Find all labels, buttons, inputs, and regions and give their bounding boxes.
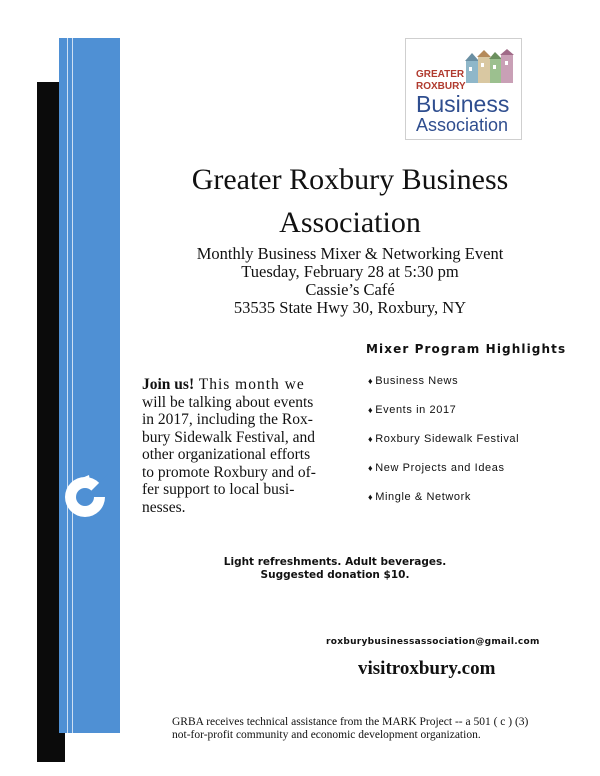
logo-text-greater: GREATER	[416, 69, 465, 80]
join-line: in 2017, including the Rox-	[142, 411, 313, 428]
logo-text-association: Association	[416, 115, 509, 135]
website-link[interactable]: visitroxbury.com	[358, 658, 496, 679]
event-venue: Cassie’s Café	[305, 280, 395, 299]
event-details	[150, 245, 550, 317]
diamond-bullet-icon: ♦	[368, 376, 374, 386]
join-us-paragraph	[142, 376, 342, 516]
event-datetime: Tuesday, February 28 at 5:30 pm	[241, 262, 459, 281]
join-line: nesses.	[142, 498, 186, 516]
diamond-bullet-icon: ♦	[368, 434, 374, 444]
title-line-1: Greater Roxbury Business	[191, 163, 509, 196]
join-line: other organizational efforts	[142, 446, 311, 463]
refreshments-line-1: Light refreshments. Adult beverages.	[223, 556, 447, 568]
diamond-bullet-icon: ♦	[368, 405, 374, 415]
diamond-bullet-icon: ♦	[368, 492, 374, 502]
diamond-bullet-icon: ♦	[368, 463, 374, 473]
logo-text-business: Business	[416, 91, 510, 117]
join-line: will be talking about events	[142, 393, 314, 411]
join-us-lead: Join us!	[142, 376, 195, 393]
logo-text-roxbury: ROXBURY	[416, 81, 466, 92]
highlights-heading: Mixer Program Highlights	[366, 342, 567, 356]
page-title	[160, 158, 540, 244]
event-address: 53535 State Hwy 30, Roxbury, NY	[233, 298, 467, 317]
refreshments-line-2: Suggested donation $10.	[260, 569, 410, 581]
highlight-item: ♦ Roxbury Sidewalk Festival	[368, 433, 520, 445]
contact-email[interactable]: roxburybusinessassociation@gmail.com	[326, 637, 540, 647]
footer-note-line-2: not-for-profit community and economic development organization.	[172, 729, 481, 741]
highlight-item: ♦ Business News	[368, 375, 459, 387]
circle-swirl-icon	[62, 474, 108, 520]
footer-note-line-1: GRBA receives technical assistance from the MARK Project -- a 501 ( c ) (3)	[172, 716, 529, 728]
join-line: fer support to local busi-	[142, 481, 295, 498]
join-line: to promote Roxbury and of-	[142, 463, 316, 481]
blue-side-bar	[59, 38, 120, 733]
highlight-item: ♦ New Projects and Ideas	[368, 462, 505, 474]
houses-icon	[464, 49, 514, 83]
join-line: This month we	[194, 376, 305, 393]
highlight-item: ♦ Mingle & Network	[368, 491, 471, 503]
highlight-item: ♦ Events in 2017	[368, 404, 457, 416]
association-logo	[405, 38, 522, 140]
event-name: Monthly Business Mixer & Networking Event	[196, 244, 504, 263]
footer-note	[172, 716, 592, 742]
title-line-2: Association	[279, 206, 421, 239]
join-line: bury Sidewalk Festival, and	[142, 428, 316, 446]
